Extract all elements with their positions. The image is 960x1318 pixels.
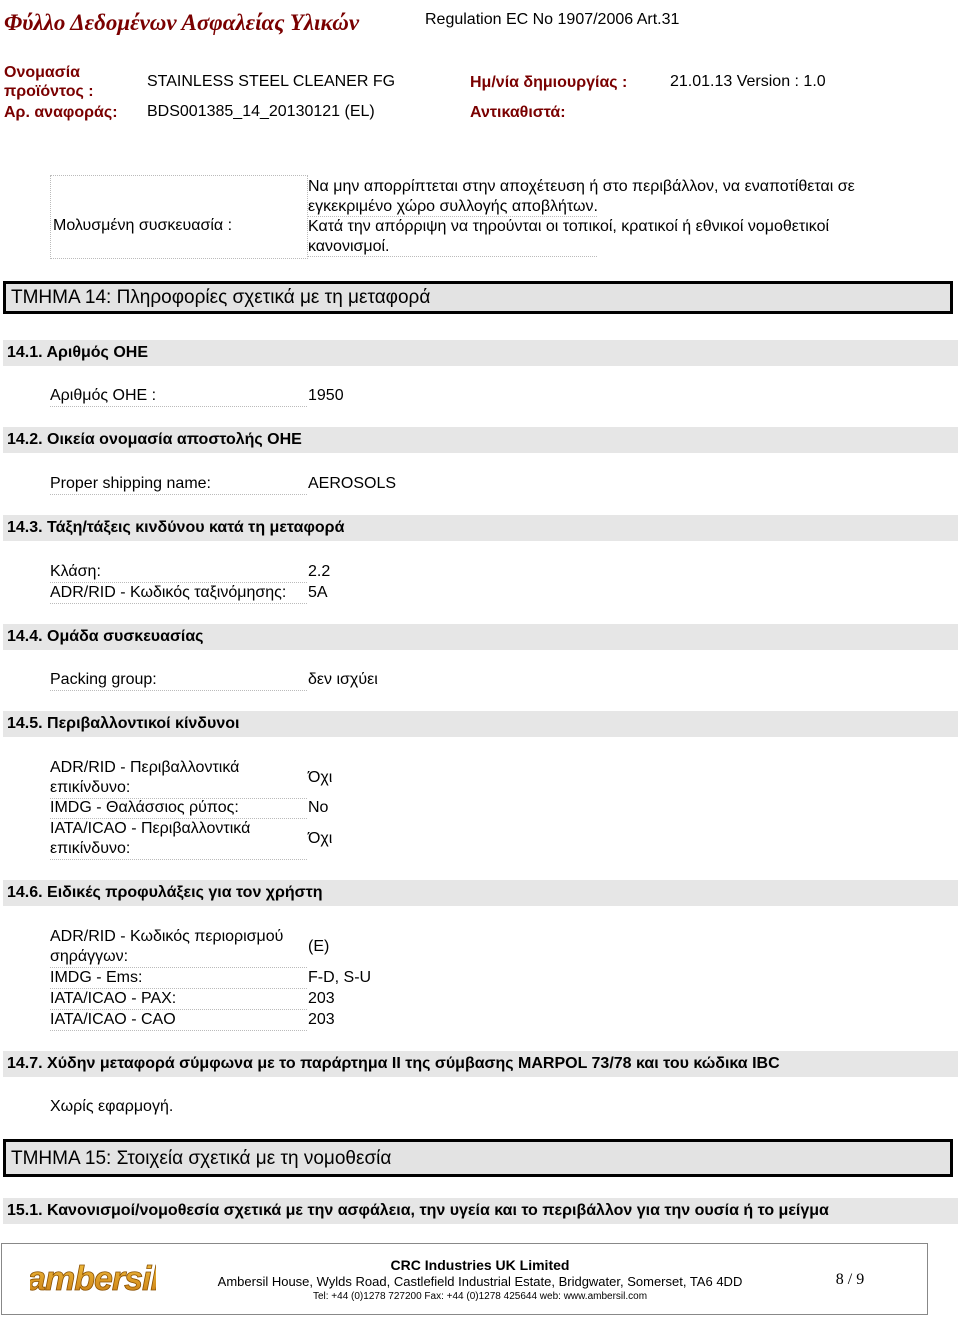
replaces-label: Αντικαθιστά: [470,104,566,121]
reference-number-value: BDS001385_14_20130121 (EL) [147,103,375,120]
ambersil-logo-graphic [30,1257,156,1301]
contaminated-line-3: Κατά την απόρριψη να τηρούνται οι τοπικοί, κρατικοί ή εθνικοί νομοθετικοί [308,218,830,235]
creation-date-value: 21.01.13 Version : 1.0 [670,73,826,90]
marine-pollutant-label: IMDG - Θαλάσσιος ρύπος: [50,798,307,819]
subsection-14-5-title: 14.5. Περιβαλλοντικοί κίνδυνοι [3,711,958,737]
packing-group-value: δεν ισχύει [308,671,378,688]
classification-code-value: 5A [308,584,328,601]
iata-environmental-label-line2: επικίνδυνο: [50,839,307,860]
product-name-label-line2: προϊόντος : [4,83,94,100]
contaminated-line-1: Να μην απορρίπτεται στην αποχέτευση ή στο περιβάλλον, να εναποτίθεται σε [308,178,855,195]
iata-pax-label: IATA/ICAO - PAX: [50,989,307,1010]
footer-address: Ambersil House, Wylds Road, Castlefield Industrial Estate, Bridgwater, Somerset, TA6 4DD [217,1274,743,1289]
shipping-name-value: AEROSOLS [308,475,397,492]
subsection-15-1-title: 15.1. Κανονισμοί/νομοθεσία σχετικά με την ασφάλεια, την υγεία και το περιβάλλον για την ουσία ή το μείγμα [3,1198,958,1224]
contaminated-packaging-label: Μολυσμένη συσκευασία : [53,217,233,234]
product-name-label-line1: Ονομασία [4,64,80,81]
shipping-name-label: Proper shipping name: [50,474,307,495]
tunnel-code-label-line2: σηράγγων: [50,947,307,968]
creation-date-label: Ημ/νία δημιουργίας : [470,74,628,91]
page-number: 8 / 9 [835,1271,865,1288]
marpol-text: Χωρίς εφαρμογή. [50,1098,174,1115]
adr-environmental-label-line1: ADR/RID - Περιβαλλοντικά [50,759,240,776]
section-14-header: ΤΜΗΜΑ 14: Πληροφορίες σχετικά με τη μεταφορά [3,281,953,314]
footer-contact: Tel: +44 (0)1278 727200 Fax: +44 (0)1278 425644 web: www.ambersil.com [312,1291,648,1302]
contaminated-packaging-text [308,177,908,257]
regulation-reference: Regulation EC No 1907/2006 Art.31 [425,11,680,28]
tunnel-code-value: (E) [308,938,330,955]
document-title: Φύλλο Δεδομένων Ασφαλείας Υλικών [4,10,360,35]
contaminated-line-2: εγκεκριμένο χώρο συλλογής αποβλήτων. [308,198,598,215]
tunnel-code-label-line1: ADR/RID - Κωδικός περιορισμού [50,928,284,945]
contaminated-line-4: κανονισμοί. [308,238,390,255]
iata-pax-value: 203 [308,990,335,1007]
iata-cao-label: IATA/ICAO - CAO [50,1010,307,1031]
iata-environmental-label-line1: IATA/ICAO - Περιβαλλοντικά [50,820,251,837]
footer-company: CRC Industries UK Limited [390,1257,570,1273]
subsection-14-1-title: 14.1. Αριθμός ΟΗΕ [3,340,958,366]
subsection-14-3-title: 14.3. Τάξη/τάξεις κινδύνου κατά τη μεταφορά [3,515,958,541]
marine-pollutant-value: No [308,799,329,816]
iata-environmental-value: Όχι [308,830,333,847]
imdg-ems-value: F-D, S-U [308,969,372,986]
subsection-14-6-title: 14.6. Ειδικές προφυλάξεις για τον χρήστη [3,880,958,906]
packing-group-label: Packing group: [50,670,307,691]
section-15-header: ΤΜΗΜΑ 15: Στοιχεία σχετικά με τη νομοθεσία [3,1139,953,1177]
hazard-class-label: Κλάση: [50,562,307,583]
un-number-value: 1950 [308,387,344,404]
un-number-label: Αριθμός ΟΗΕ : [50,386,307,407]
adr-environmental-value: Όχι [308,769,333,786]
subsection-14-2-title: 14.2. Οικεία ονομασία αποστολής ΟΗΕ [3,427,958,453]
ambersil-logo [30,1257,156,1301]
iata-cao-value: 203 [308,1011,335,1028]
reference-number-label: Αρ. αναφοράς: [4,104,118,121]
divider [307,256,597,257]
svg-text:ambersil: ambersil [30,1260,156,1298]
hazard-class-value: 2.2 [308,563,331,580]
subsection-14-7-title: 14.7. Χύδην μεταφορά σύμφωνα με το παράρτημα II της σύμβασης MARPOL 73/78 και του κώδικα IBC [3,1051,958,1077]
imdg-ems-label: IMDG - Ems: [50,968,307,989]
product-name-value: STAINLESS STEEL CLEANER FG [147,73,396,90]
adr-environmental-label-line2: επικίνδυνο: [50,778,307,799]
subsection-14-4-title: 14.4. Ομάδα συσκευασίας [3,624,958,650]
divider [307,216,597,217]
classification-code-label: ADR/RID - Κωδικός ταξινόμησης: [50,583,307,604]
